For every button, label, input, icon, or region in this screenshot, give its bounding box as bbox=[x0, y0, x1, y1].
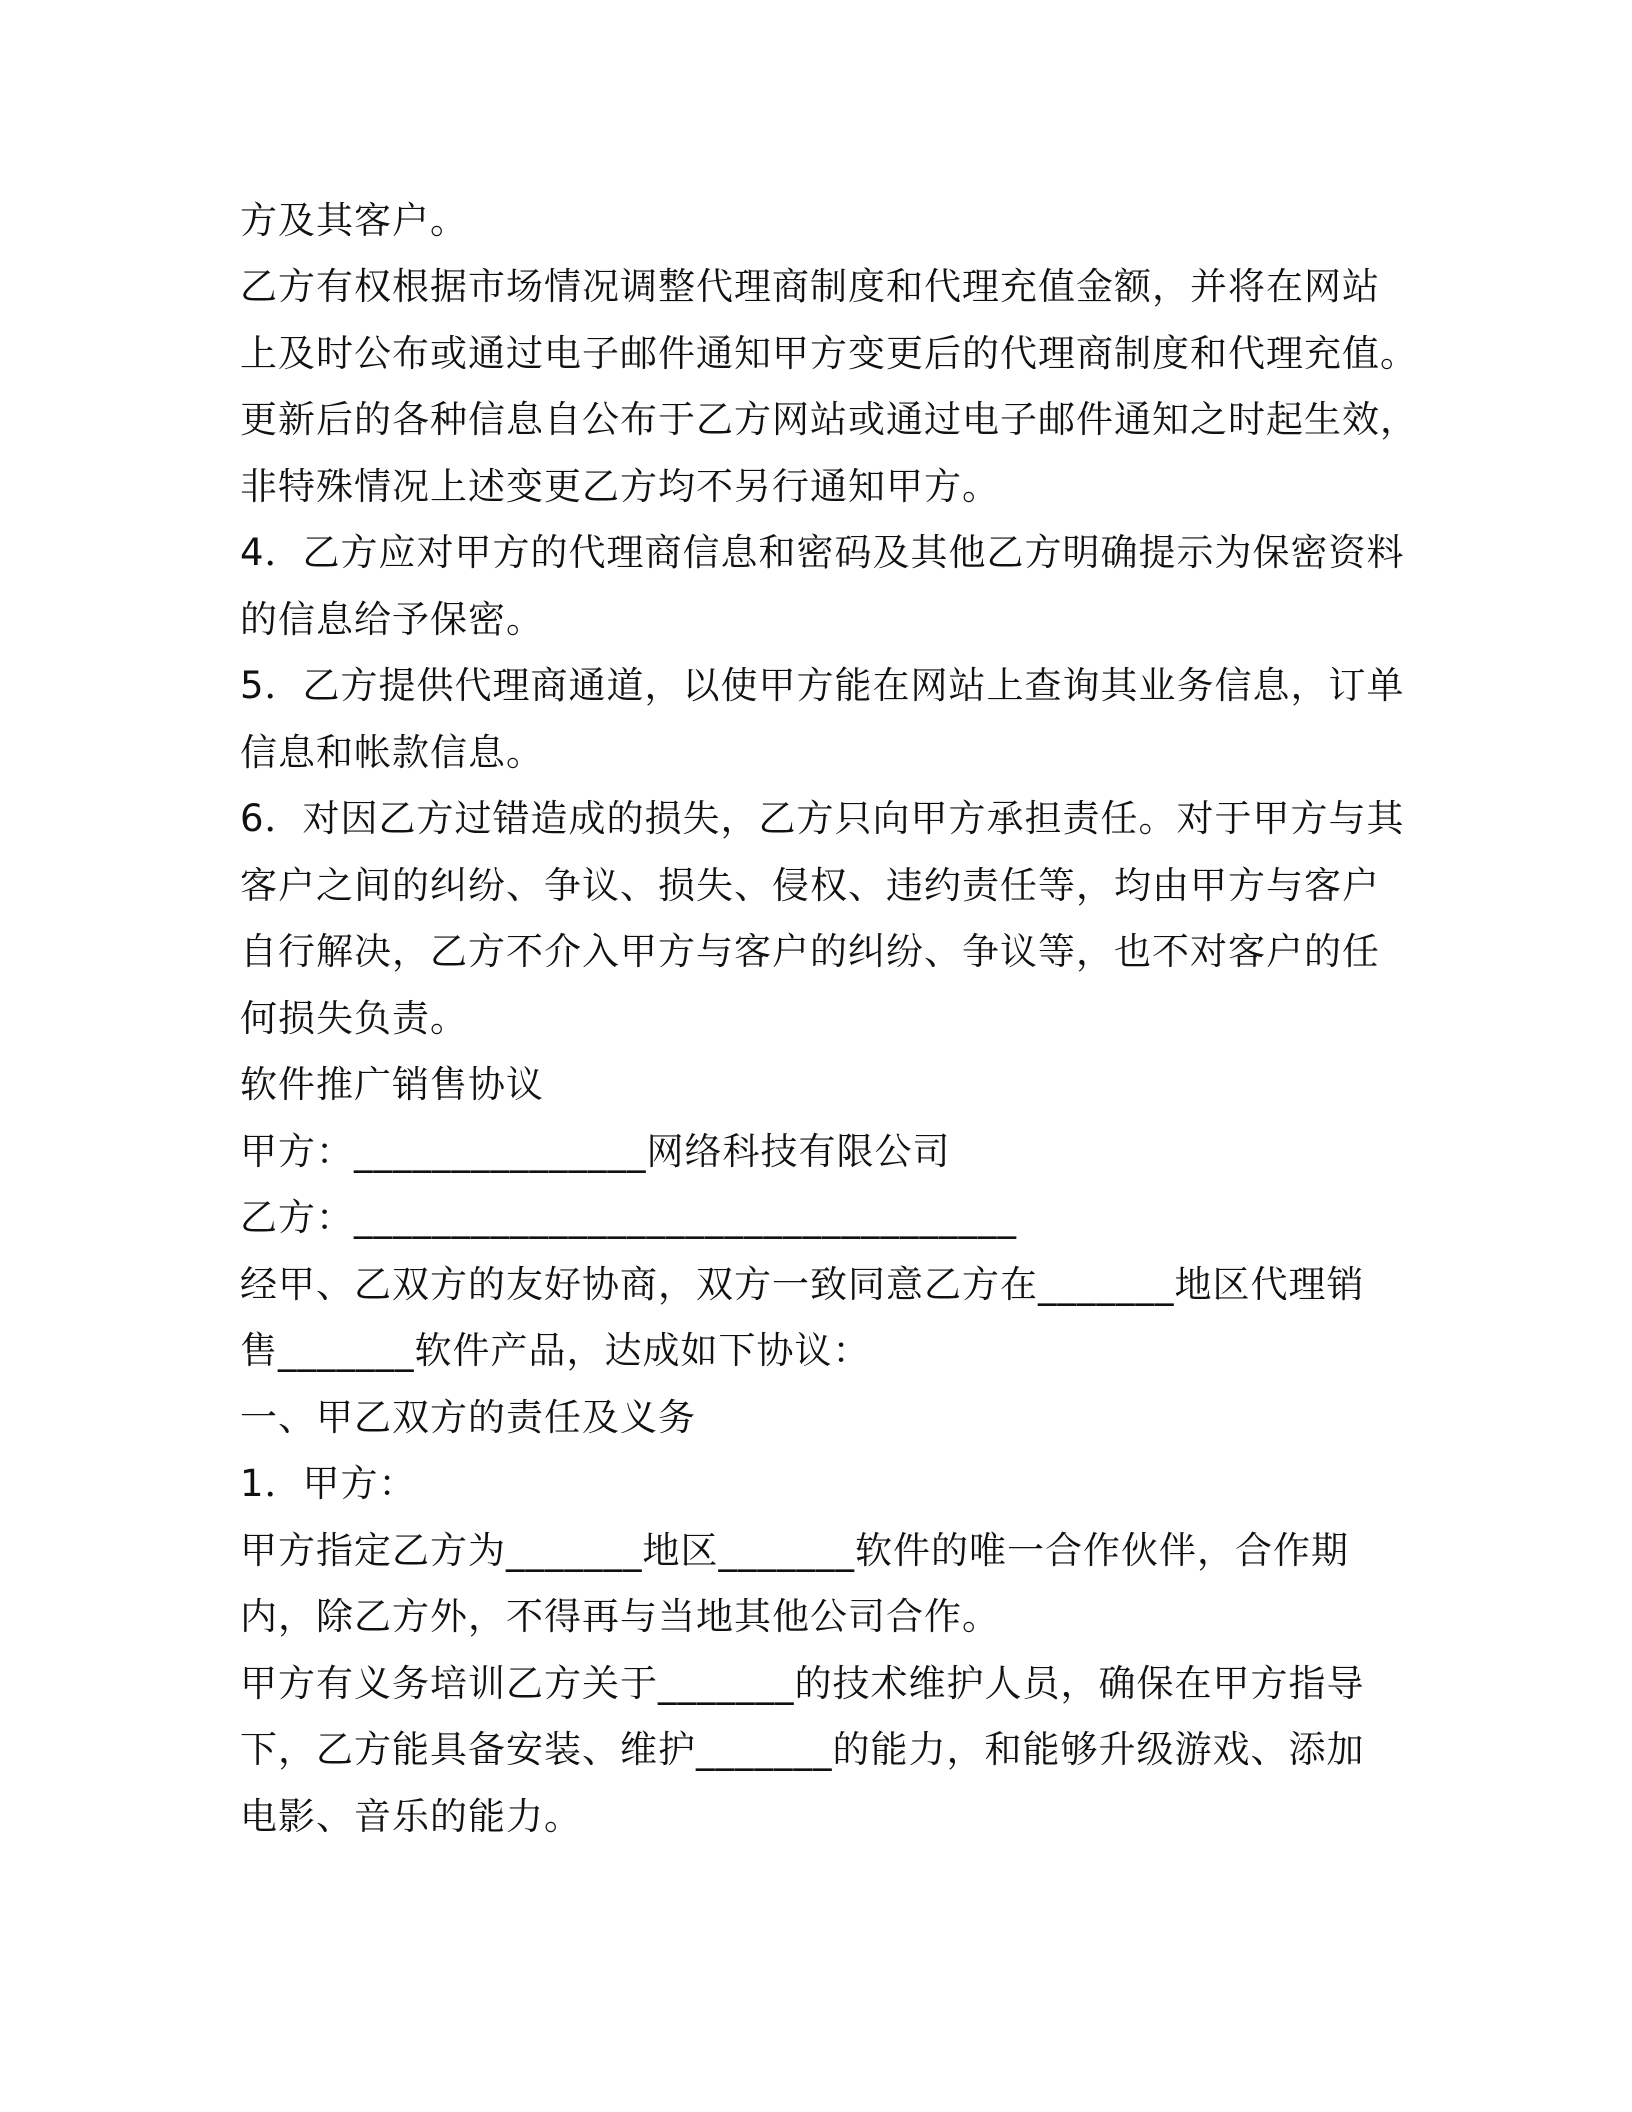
text-line-24: 下，乙方能具备安装、维护_______的能力，和能够升级游戏、添加 bbox=[240, 1728, 1365, 1771]
subheading-party-a: 1．甲方： bbox=[240, 1462, 417, 1505]
text-line-10: 6．对因乙方过错造成的损失，乙方只向甲方承担责任。对于甲方与其 bbox=[240, 797, 1405, 840]
text-line-18: 售_______软件产品，达成如下协议： bbox=[240, 1329, 871, 1372]
text-line-21: 甲方指定乙方为_______地区_______软件的唯一合作伙伴，合作期 bbox=[240, 1529, 1349, 1572]
heading-responsibilities: 一、甲乙双方的责任及义务 bbox=[240, 1396, 696, 1439]
text-line-13: 何损失负责。 bbox=[240, 997, 468, 1040]
text-line-6: 4．乙方应对甲方的代理商信息和密码及其他乙方明确提示为保密资料 bbox=[240, 531, 1405, 574]
text-line-25: 电影、音乐的能力。 bbox=[240, 1795, 582, 1838]
text-line-7: 的信息给予保密。 bbox=[240, 598, 544, 641]
text-line-22: 内，除乙方外，不得再与当地其他公司合作。 bbox=[240, 1595, 1000, 1638]
text-line-12: 自行解决，乙方不介入甲方与客户的纠纷、争议等，也不对客户的任 bbox=[240, 930, 1380, 973]
text-line-11: 客户之间的纠纷、争议、损失、侵权、违约责任等，均由甲方与客户 bbox=[240, 864, 1380, 907]
text-line-2: 乙方有权根据市场情况调整代理商制度和代理充值金额，并将在网站 bbox=[240, 265, 1380, 308]
text-line-4: 更新后的各种信息自公布于乙方网站或通过电子邮件通知之时起生效， bbox=[240, 398, 1418, 441]
text-line-23: 甲方有义务培训乙方关于_______的技术维护人员，确保在甲方指导 bbox=[240, 1662, 1365, 1705]
party-a-line: 甲方：_______________网络科技有限公司 bbox=[240, 1130, 951, 1173]
text-line-9: 信息和帐款信息。 bbox=[240, 731, 544, 774]
text-line-5: 非特殊情况上述变更乙方均不另行通知甲方。 bbox=[240, 465, 1000, 508]
text-line-17: 经甲、乙双方的友好协商，双方一致同意乙方在_______地区代理销 bbox=[240, 1263, 1365, 1306]
section-title: 软件推广销售协议 bbox=[240, 1063, 544, 1106]
text-line-8: 5．乙方提供代理商通道，以使甲方能在网站上查询其业务信息，订单 bbox=[240, 664, 1405, 707]
party-b-line: 乙方：__________________________________ bbox=[240, 1196, 1017, 1239]
text-line-3: 上及时公布或通过电子邮件通知甲方变更后的代理商制度和代理充值。 bbox=[240, 332, 1418, 375]
text-line-1: 方及其客户。 bbox=[240, 199, 468, 242]
